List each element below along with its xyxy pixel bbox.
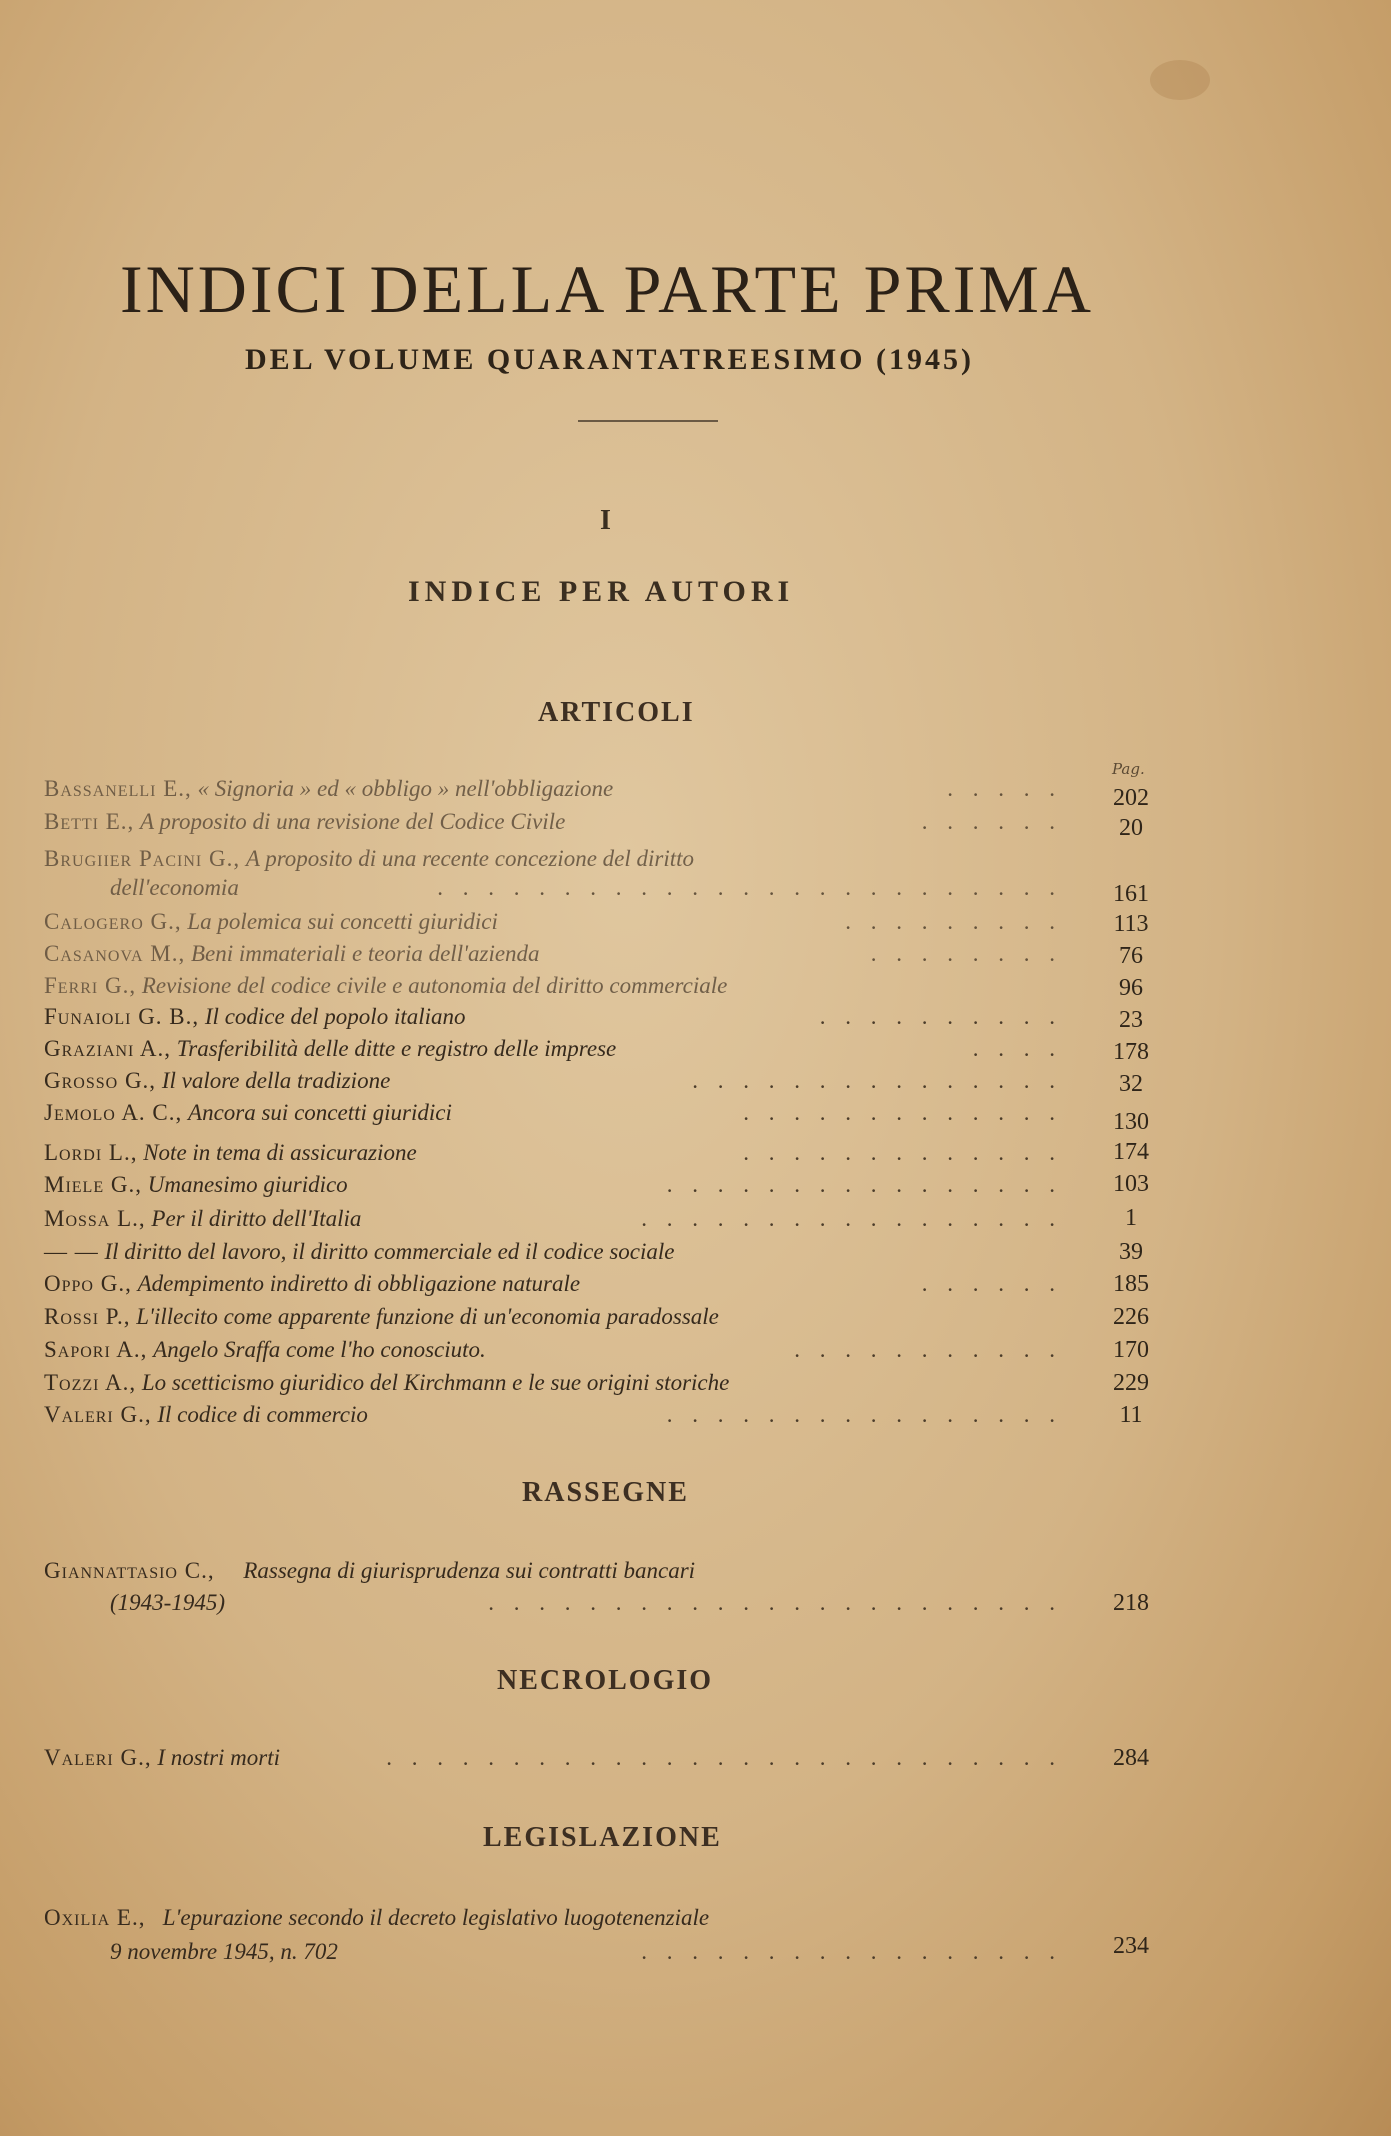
index-entry: Valeri G., Il codice di commercio . . . . . . . . . . . . . . . .: [44, 1402, 1062, 1427]
index-entry: Betti E., A proposito di una revisione del Codice Civile . . . . . .: [44, 809, 1062, 834]
page-number: 161: [1113, 881, 1149, 907]
page-number: 113: [1113, 911, 1149, 937]
subtitle: DEL VOLUME QUARANTATREESIMO (1945): [245, 343, 974, 376]
index-entry: Tozzi A., Lo scetticismo giuridico del Kirchmann e le sue origini storiche: [44, 1370, 730, 1395]
section-title-legislazione: LEGISLAZIONE: [483, 1822, 722, 1853]
section-title-necrologio: NECROLOGIO: [497, 1665, 714, 1696]
page-number: 11: [1119, 1402, 1143, 1428]
index-entry: Lordi L., Note in tema di assicurazione . . . . . . . . . . . . .: [44, 1140, 1062, 1165]
page-number: 96: [1119, 975, 1143, 1001]
index-entry: — — Il diritto del lavoro, il diritto commerciale ed il codice sociale: [44, 1239, 675, 1264]
page-number: 1: [1125, 1205, 1137, 1231]
paper-stain: [1150, 60, 1210, 100]
index-entry-continuation: dell'economia . . . . . . . . . . . . . . . . . . . . . . . . .: [110, 875, 1062, 900]
page-number: 185: [1113, 1271, 1149, 1297]
page-number: 170: [1113, 1337, 1149, 1363]
index-entry: Casanova M., Beni immateriali e teoria dell'azienda . . . . . . . .: [44, 941, 1062, 966]
index-entry: Oppo G., Adempimento indiretto di obbligazione naturale . . . . . .: [44, 1271, 1062, 1296]
main-title: INDICI DELLA PARTE PRIMA: [120, 251, 1094, 327]
index-title: INDICE PER AUTORI: [408, 575, 795, 608]
index-entry-continuation: (1943-1945) . . . . . . . . . . . . . . . . . . . . . . .: [110, 1590, 1062, 1615]
index-entry: Ferri G., Revisione del codice civile e autonomia del diritto commerciale: [44, 973, 728, 998]
page-number: 202: [1113, 785, 1149, 811]
index-entry: Sapori A., Angelo Sraffa come l'ho conosciuto. . . . . . . . . . . .: [44, 1337, 1062, 1362]
index-entry: Mossa L., Per il diritto dell'Italia . . . . . . . . . . . . . . . . .: [44, 1206, 1062, 1231]
page-number: 130: [1113, 1109, 1149, 1135]
page-number: 174: [1113, 1139, 1149, 1165]
section-title-rassegne: RASSEGNE: [522, 1477, 689, 1508]
page-number: 39: [1119, 1239, 1143, 1265]
page-number: 20: [1119, 815, 1143, 841]
index-entry: Graziani A., Trasferibilità delle ditte e registro delle imprese . . . .: [44, 1036, 1062, 1061]
index-entry: Valeri G., I nostri morti . . . . . . . . . . . . . . . . . . . . . . . . . . .: [44, 1745, 1062, 1770]
section-title-articoli: ARTICOLI: [538, 697, 695, 728]
page-number: 23: [1119, 1007, 1143, 1033]
page-number: 229: [1113, 1370, 1149, 1396]
page-number: 234: [1113, 1933, 1149, 1959]
index-entry: Brugiier Pacini G., A proposito di una recente concezione del diritto: [44, 846, 695, 871]
index-entry: Funaioli G. B., Il codice del popolo italiano . . . . . . . . . .: [44, 1004, 1062, 1029]
page-number: 32: [1119, 1071, 1143, 1097]
divider: [578, 420, 718, 422]
index-entry: Giannattasio C., Rassegna di giurisprudenza sui contratti bancari: [44, 1558, 696, 1583]
page-number: 284: [1113, 1745, 1149, 1771]
index-entry: Grosso G., Il valore della tradizione . . . . . . . . . . . . . . .: [44, 1068, 1062, 1093]
index-entry: Oxilia E., L'epurazione secondo il decreto legislativo luogotenenziale: [44, 1905, 710, 1930]
index-entry: Rossi P., L'illecito come apparente funzione di un'economia paradossale: [44, 1304, 719, 1329]
index-entry: Jemolo A. C., Ancora sui concetti giuridici . . . . . . . . . . . . .: [44, 1100, 1062, 1125]
page-column-label: Pag.: [1112, 760, 1145, 778]
page-number: 218: [1113, 1590, 1149, 1616]
part-number: I: [600, 505, 611, 536]
page-number: 76: [1119, 943, 1143, 969]
page-number: 178: [1113, 1039, 1149, 1065]
page-number: 226: [1113, 1304, 1149, 1330]
index-entry: Calogero G., La polemica sui concetti giuridici . . . . . . . . .: [44, 909, 1062, 934]
index-entry: Miele G., Umanesimo giuridico . . . . . . . . . . . . . . . .: [44, 1172, 1062, 1197]
index-entry-continuation: 9 novembre 1945, n. 702 . . . . . . . . . . . . . . . . .: [110, 1939, 1062, 1964]
page-number: 103: [1113, 1171, 1149, 1197]
index-entry: Bassanelli E., « Signoria » ed « obbligo » nell'obbligazione . . . . .: [44, 776, 1062, 801]
